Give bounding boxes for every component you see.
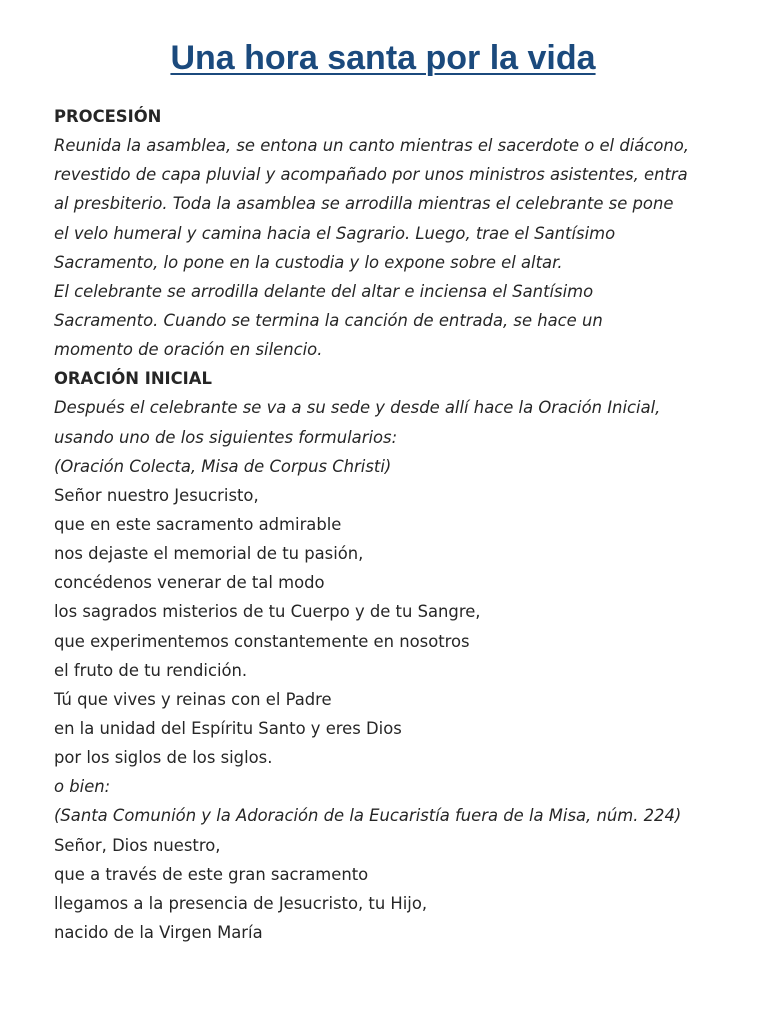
rubric-line: Reunida la asamblea, se entona un canto mientras el sacerdote o el diácono, (54, 136, 689, 156)
rubric-line: momento de oración en silencio. (54, 340, 323, 360)
prayer-line: llegamos a la presencia de Jesucristo, tu Hijo, (54, 893, 428, 913)
prayer-line: que experimentemos constantemente en nosotros (54, 631, 470, 651)
prayer-line: los sagrados misterios de tu Cuerpo y de tu Sangre, (54, 602, 481, 622)
prayer-line: concédenos venerar de tal modo (54, 573, 325, 593)
prayer-line: en la unidad del Espíritu Santo y eres Dios (54, 718, 402, 738)
section-heading: ORACIÓN INICIAL (54, 369, 212, 389)
rubric-line: (Santa Comunión y la Adoración de la Eucaristía fuera de la Misa, núm. 224) (54, 806, 682, 826)
rubric-line: revestido de capa pluvial y acompañado por unos ministros asistentes, entra (54, 165, 688, 185)
rubric-line: El celebrante se arrodilla delante del altar e inciensa el Santísimo (54, 281, 594, 301)
prayer-line: nos dejaste el memorial de tu pasión, (54, 544, 364, 564)
rubric-line: o bien: (54, 777, 111, 797)
prayer-line: nacido de la Virgen María (54, 922, 263, 942)
section-heading: PROCESIÓN (54, 107, 162, 126)
rubric-line: al presbiterio. Toda la asamblea se arrodilla mientras el celebrante se pone (54, 194, 674, 214)
prayer-line: el fruto de tu rendición. (54, 660, 248, 680)
rubric-line: usando uno de los siguientes formularios: (54, 427, 398, 447)
prayer-line: que a través de este gran sacramento (54, 864, 369, 884)
prayer-line: Señor, Dios nuestro, (54, 835, 221, 855)
prayer-line: Tú que vives y reinas con el Padre (54, 689, 332, 709)
document-title: Una hora santa por la vida (170, 39, 596, 77)
rubric-line: Sacramento. Cuando se termina la canción de entrada, se hace un (54, 310, 603, 330)
prayer-line: Señor nuestro Jesucristo, (54, 485, 259, 505)
document-body (54, 102, 754, 947)
prayer-line: por los siglos de los siglos. (54, 748, 273, 768)
rubric-line: Sacramento, lo pone en la custodia y lo expone sobre el altar. (54, 252, 563, 272)
rubric-line: (Oración Colecta, Misa de Corpus Christi) (54, 456, 392, 476)
rubric-line: Después el celebrante se va a su sede y desde allí hace la Oración Inicial, (54, 398, 661, 418)
rubric-line: el velo humeral y camina hacia el Sagrario. Luego, trae el Santísimo (54, 223, 616, 243)
prayer-line: que en este sacramento admirable (54, 514, 342, 534)
